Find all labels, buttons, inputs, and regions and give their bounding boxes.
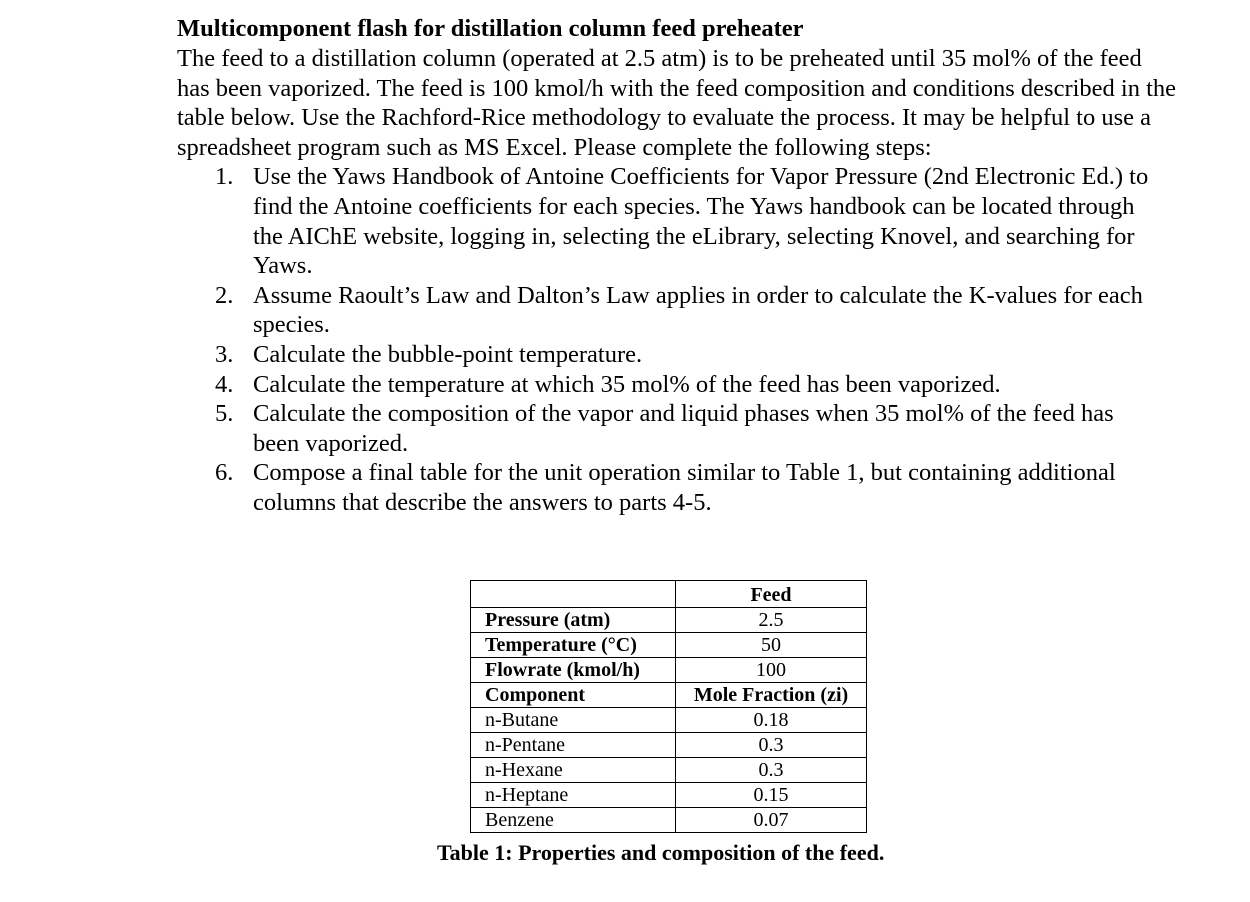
feed-header: Feed xyxy=(676,581,867,608)
step-text: Calculate the temperature at which 35 mol% of the feed has been vaporized. xyxy=(253,370,1001,398)
step-text: Use the Yaws Handbook of Antoine Coefficients for Vapor Pressure (2nd Electronic Ed.) to find the Antoine coefficients for each species. The Yaws handbook can be located through the AIChE website, logging in, selecting the eLibrary, selecting Knovel, and searching for Yaws. xyxy=(253,163,1149,280)
component-name: n-Hexane xyxy=(471,758,676,783)
component-name: n-Pentane xyxy=(471,733,676,758)
condition-value: 2.5 xyxy=(676,608,867,633)
table-row xyxy=(471,783,867,808)
condition-label: Temperature (°C) xyxy=(471,633,676,658)
component-fraction: 0.07 xyxy=(676,808,867,833)
step-number: 5. xyxy=(215,400,234,428)
step-number: 2. xyxy=(215,281,234,309)
intro-paragraph: The feed to a distillation column (operated at 2.5 atm) is to be preheated until 35 mol% of the feed has been vaporized. The feed is 100 kmol/h with the feed composition and conditions described in the table below. Use the Rachford-Rice methodology to evaluate the process. It may be helpful to use a spreadsheet program such as MS Excel. Please complete the following steps: xyxy=(177,45,1177,161)
condition-value: 50 xyxy=(676,633,867,658)
table-row xyxy=(471,608,867,633)
list-item xyxy=(177,340,1163,370)
condition-label: Pressure (atm) xyxy=(471,608,676,633)
component-name: n-Heptane xyxy=(471,783,676,808)
step-text: Assume Raoult’s Law and Dalton’s Law applies in order to calculate the K-values for each species. xyxy=(253,281,1143,339)
steps-list xyxy=(177,162,1177,517)
component-fraction: 0.3 xyxy=(676,733,867,758)
feed-table-container xyxy=(470,580,867,833)
step-number: 6. xyxy=(215,459,234,487)
document-body xyxy=(177,14,1177,518)
component-name: Benzene xyxy=(471,808,676,833)
component-fraction: 0.15 xyxy=(676,783,867,808)
condition-label: Flowrate (kmol/h) xyxy=(471,658,676,683)
table-row xyxy=(471,758,867,783)
table-cell-empty xyxy=(471,581,676,608)
list-item xyxy=(177,399,1163,458)
feed-table xyxy=(470,580,867,833)
list-item xyxy=(177,281,1163,340)
component-fraction: 0.3 xyxy=(676,758,867,783)
step-text: Calculate the bubble-point temperature. xyxy=(253,340,643,368)
table-row xyxy=(471,658,867,683)
table-row xyxy=(471,733,867,758)
mole-fraction-header: Mole Fraction (zi) xyxy=(676,683,867,708)
step-number: 1. xyxy=(215,163,234,191)
page-title: Multicomponent flash for distillation column feed preheater xyxy=(177,15,804,42)
list-item xyxy=(177,370,1163,400)
list-item xyxy=(177,162,1163,280)
table-row xyxy=(471,708,867,733)
step-text: Compose a final table for the unit operation similar to Table 1, but containing additional columns that describe the answers to parts 4-5. xyxy=(253,459,1116,516)
table-row xyxy=(471,808,867,833)
step-text: Calculate the composition of the vapor and liquid phases when 35 mol% of the feed has been vaporized. xyxy=(253,400,1114,457)
table-row xyxy=(471,581,867,608)
condition-value: 100 xyxy=(676,658,867,683)
list-item xyxy=(177,458,1163,517)
table-row xyxy=(471,633,867,658)
component-header: Component xyxy=(471,683,676,708)
step-number: 3. xyxy=(215,340,234,368)
step-number: 4. xyxy=(215,370,234,398)
component-name: n-Butane xyxy=(471,708,676,733)
component-fraction: 0.18 xyxy=(676,708,867,733)
table-caption: Table 1: Properties and composition of the feed. xyxy=(437,840,885,865)
table-row xyxy=(471,683,867,708)
